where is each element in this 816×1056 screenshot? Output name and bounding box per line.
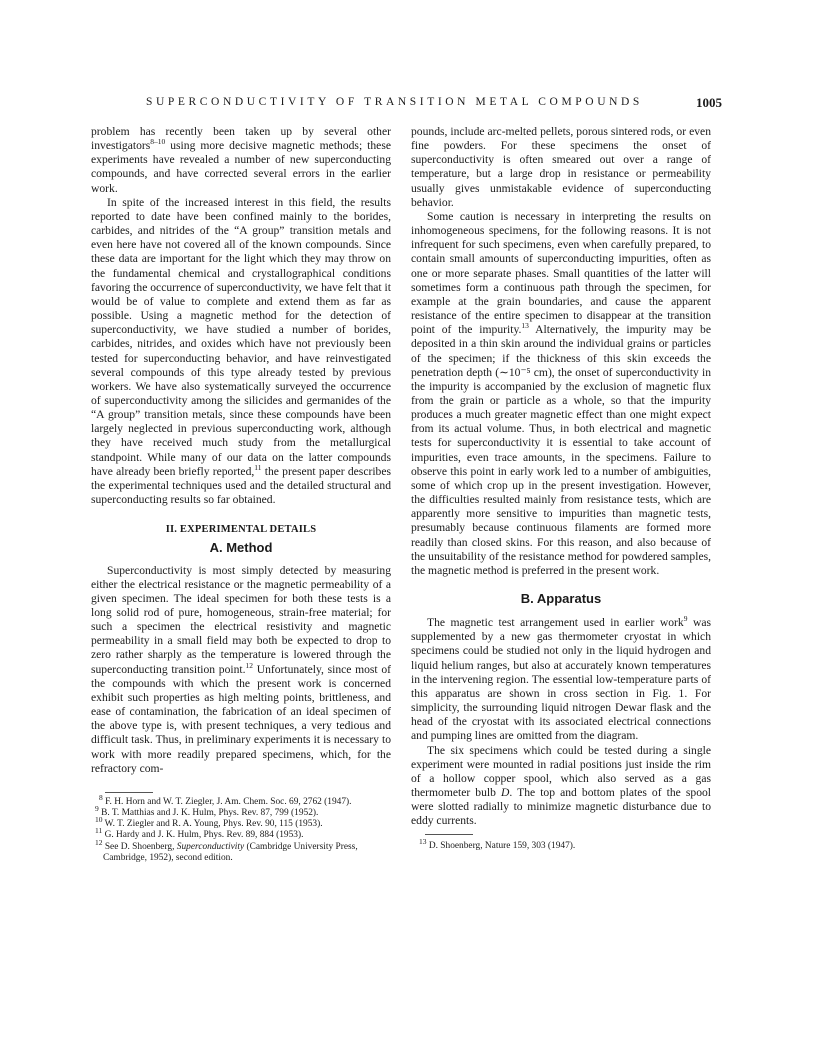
running-title: SUPERCONDUCTIVITY OF TRANSITION METAL COMPOUNDS xyxy=(146,96,643,108)
footnotes xyxy=(91,792,391,864)
footnote-divider xyxy=(105,792,153,793)
paragraph: pounds, include arc-melted pellets, porous sintered rods, or even fine powders. For these specimens the onset of superconductivity is often smeared out over a range of temperature, but a large drop in resistance or permeability usually gives unmistakable evidence of superconducting behavior. xyxy=(411,125,711,209)
footnote: $^9$ B. T. Matthias and J. K. Hulm, Phys. Rev. 87, 799 (1952). xyxy=(95,803,319,819)
right-column xyxy=(411,125,711,852)
paragraph: In spite of the increased interest in this field, the results reported to date have been confined mainly to the borides, carbides, and nitrides of the “A group” transition metals and even here have not covered all of the known compounds. Since these data are important for the light which they may throw on the fundamental chemical and crystallographical conditions favoring the occurrence of superconductivity, we have felt that it would be of value to complete and extend them as far as possible. Using a magnetic method for the detection of superconductivity, we have studied a number of borides, carbides, nitrides, and oxides which have not previously been tested for superconducting behavior, and have reinvestigated several compounds of this type already tested by previous workers. We have also systematically surveyed the occurrence of superconductivity among the silicides and germanides of the “A group” transition metals, since these compounds have been largely neglected in previous superconducting work, although they have received much study from the metallurgical standpoint. While many of our data on the latter compounds have already been briefly reported,$^{11}$ the present paper describes the experimental techniques used and the detailed structural and superconducting results so far obtained. xyxy=(91,195,392,507)
section-heading: II. EXPERIMENTAL DETAILS xyxy=(165,524,317,536)
paragraph: Superconductivity is most simply detected by measuring either the electrical resistance or the magnetic permeability of a given specimen. The ideal specimen for both these tests is a long solid rod of pure, homogeneous, strain-free material; for such a specimen the electrical resistivity and magnetic permeability in a small field may both be expected to drop to zero rather sharply as the temperature is lowered through the superconducting transition point.$^{12}$ Unfortunately, since most of the compounds with which the present work is concerned exhibit such properties as high melting points, brittleness, and ease of contamination, the fabrication of an ideal specimen of the above type is, with present techniques, a very tedious and difficult task. Thus, in preliminary experiments it is necessary to work with more readily prepared specimens, which, for the refractory com- xyxy=(91,563,391,775)
paragraph: The six specimens which could be tested during a single experiment were mounted in radial positions just inside the rim of a hollow copper spool, which also served as a gas thermometer bulb D. The top and bottom plates of the spool were slotted radially to minimize magnetic disturbance due to eddy currents. xyxy=(411,743,712,828)
footnote: $^8$ F. H. Horn and W. T. Ziegler, J. Am. Chem. Soc. 69, 2762 (1947). xyxy=(99,792,352,807)
footnote: $^{10}$ W. T. Ziegler and R. A. Young, Phys. Rev. 90, 115 (1953). xyxy=(95,815,323,830)
paragraph: problem has recently been taken up by several other investigators$^{8-10}$ using more decisive magnetic methods; these experiments have revealed a number of new superconducting compounds, and have corrected several errors in the earlier work. xyxy=(91,125,391,195)
subsection-heading: A. Method xyxy=(209,540,273,556)
paragraph: The magnetic test arrangement used in earlier work$^9$ was supplemented by a new gas thermometer cryostat in which specimens could be studied not only in the liquid hydrogen and liquid helium ranges, but also at accurately known temperatures in the intervening region. The essential low-temperature parts of this apparatus are shown in cross section in Fig. 1. For simplicity, the surrounding liquid nitrogen Dewar flask and the head of the cryostat with its associated electrical connections and pumping lines are omitted from the diagram. xyxy=(411,614,711,743)
footnote: $^{11}$ G. Hardy and J. K. Hulm, Phys. Rev. 89, 884 (1953). xyxy=(95,826,304,841)
footnote-divider xyxy=(425,834,473,835)
subsection-heading: B. Apparatus xyxy=(520,591,602,606)
page-number: 1005 xyxy=(696,95,722,110)
left-column xyxy=(91,125,391,864)
footnote: $^{13}$ D. Shoenberg, Nature 159, 303 (1947). xyxy=(419,836,576,851)
footnotes xyxy=(411,836,711,852)
paragraph: Some caution is necessary in interpreting the results on inhomogeneous specimens, for the following reasons. It is not infrequent for such specimens, even when carefully prepared, to contain small amounts of superconducting impurities, often as one or more separate phases. Small quantities of the latter will sometimes form a continuous path through the specimen, for example at the grain boundaries, and cause the apparent resistance of the entire specimen to disappear at the transition point of the impurity.$^{13}$ Alternatively, the impurity may be deposited in a thin skin around the individual grains or particles of the specimen; if the thickness of this skin exceeds the penetration depth (∼10⁻⁵ cm), the onset of superconductivity in the impurity is accompanied by the exclusion of magnetic flux from the grain or particle as a whole, so that the impurity produces a much greater magnetic effect than one might expect from its actual volume. Thus, in both electrical and magnetic tests for superconductivity it is essential to take account of impurities, even trace amounts, in the specimens. Failure to observe this point in early work led to a number of ambiguities, some of which crop up in the present investigation. However, the difficulties resulted mainly from resistance tests, which are apparently more sensitive to impurities than magnetic tests, presumably because continuous filaments are formed more readily than closed skins. For this reason, and also because of the unsuitability of the resistance method for powdered samples, the magnetic method is preferred in the present work. xyxy=(411,209,711,577)
footnote: $^{12}$ See D. Shoenberg, Superconductivity (Cambridge University Press, Cambridge, 1952), second edition. xyxy=(95,837,358,863)
